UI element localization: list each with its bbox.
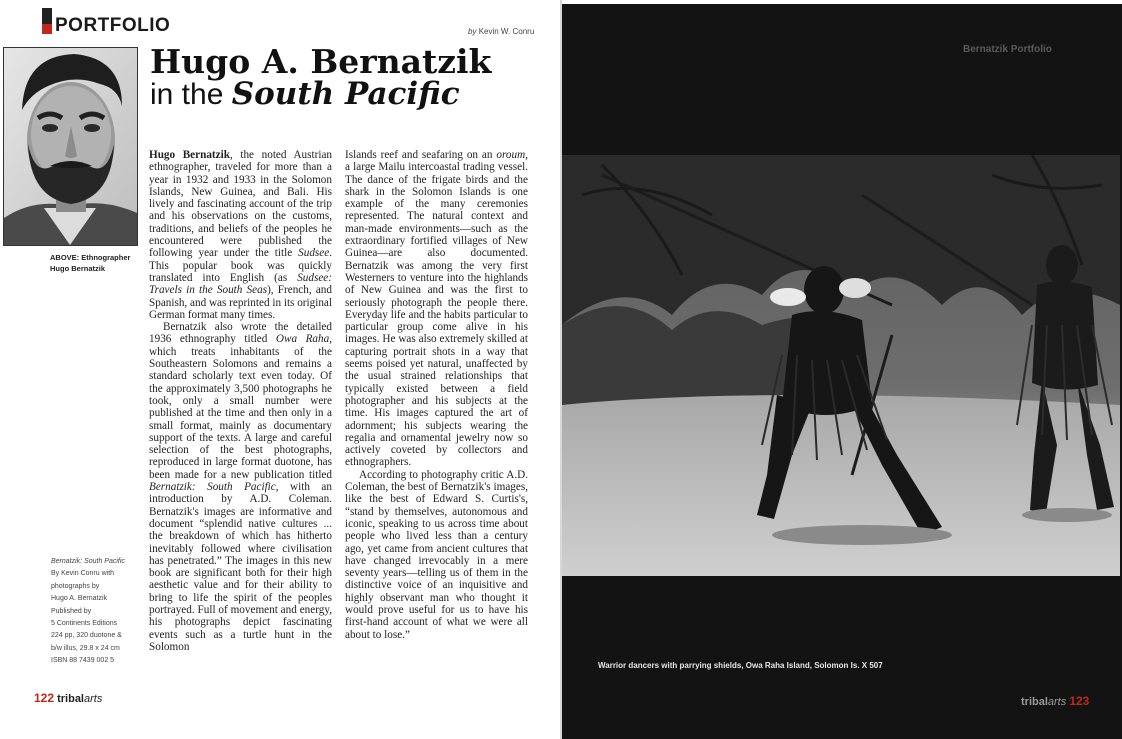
magazine-name: [57, 693, 102, 705]
paragraph: [149, 149, 332, 321]
portrait-caption: [50, 252, 140, 274]
portrait-caption-line2: Hugo Bernatzik: [50, 264, 106, 273]
subtitle-italic: South Pacific: [231, 76, 460, 112]
book-title-italic: Bernatzik: South Pacific: [149, 481, 276, 494]
warrior-dancers-photo: [562, 155, 1120, 576]
section-label: PORTFOLIO: [55, 15, 171, 36]
article-subtitle: [150, 76, 460, 112]
left-page: [0, 0, 560, 739]
book-info: [51, 556, 141, 668]
text-run: , the noted Austrian ethnographer, traveled for more than a year in 1932 and 1933 in the Solomon Islands, New Guinea, and Bali. His lively and fascinating account of the trip and his observations on the customs, traditions, and beliefs of the peoples he encountered were published the following year under the title: [149, 149, 332, 260]
page-number: 123: [1069, 694, 1090, 708]
book-title-italic: Sudsee: [298, 247, 330, 260]
byline: [468, 27, 534, 36]
byline-author: Kevin W. Conru: [478, 27, 535, 36]
portrait-caption-line1: ABOVE: Ethnographer: [50, 253, 131, 262]
book-info-line: photographs by: [51, 582, 100, 590]
byline-by: by: [468, 27, 477, 36]
paragraph: [149, 321, 332, 653]
magazine-name-bold: tribal: [1021, 696, 1048, 708]
page-number: 122: [34, 691, 55, 705]
text-run: which treats inhabitants of the Southeastern Solomons and remains a standard scholarly text even today. Of the approximately 3,500 photographs he took, only a small number were published at the time and then only in a small format, mainly as documentary support of the texts. A large and careful selection of the best photographs, reproduced in large format duotone, has been made for a new publication titled: [149, 345, 332, 481]
book-info-line: 224 pp, 320 duotone &: [51, 632, 122, 640]
text-run: Islands reef and seafaring on an: [345, 149, 497, 161]
term-italic: oroum: [496, 149, 526, 161]
text-run: . This popular book was quickly translated into English (as: [149, 247, 332, 284]
photo-caption: Warrior dancers with parrying shields, Owa Raha Island, Solomon Is. X 507: [598, 661, 883, 670]
text-run: , a large Mailu intercoastal trading vessel. The dance of the frigate birds and the shark in the Solomon Islands is one example of the many ceremonies represented. The natural context and man-made environments—such as the extraordinary fortified villages of New Guinea—are also documented. Bernatzik was among the very first Westerners to venture into the highlands of New Guinea and was the first to seriously photograph the people there. Everyday life and the habits particular to particular group come alive in his images. He was also extremely skilled at capturing portrait shots in a way that seems poised yet natural, unaffected by the usual strained relationships that typically existed between a field photographer and his subjects at the time. His images captured the art of adornment; his subjects wearing the regalia and ornamental jewelry now so actively coveted by collectors and ethnographers.: [345, 149, 528, 469]
paragraph: [345, 149, 528, 469]
text-run: Bernatzik also wrote the detailed 1936 ethnography titled: [149, 321, 332, 346]
magazine-name-bold: tribal: [57, 693, 84, 705]
book-info-line: b/w illus, 29.8 x 24 cm: [51, 644, 120, 652]
book-title-italic: Owa Raha,: [275, 333, 332, 346]
folio-left: [34, 691, 102, 705]
lead-name: Hugo Bernatzik: [149, 149, 230, 161]
paragraph: According to photography critic A.D. Coleman, the best of Bernatzik's images, like the best of Edward S. Curtis's, “stand by themselves, autonomous and iconic, speaking to us across time about people who lived less than a century ago, yet came from ancient cultures that have changed irrevocably in a mere seventy years—telling us of them in the distinctive voice of an inquisitive and highly observant man who thought it would prove useful for us to have his first-hand account of what we were all about to lose.”: [345, 468, 528, 641]
article-title: Hugo A. Bernatzik: [150, 42, 492, 81]
subtitle-prefix: in the: [150, 78, 232, 111]
book-info-line: Hugo A. Bernatzik: [51, 595, 108, 603]
folio-right: [1021, 694, 1089, 708]
body-column-2: [345, 149, 528, 641]
right-page: [562, 4, 1122, 739]
text-run: ), French, and Spanish, and was reprinted in its original German format many times.: [149, 284, 333, 321]
body-column-1: [149, 149, 332, 653]
magazine-name: [1021, 696, 1066, 708]
text-run: , with an introduction by A.D. Coleman. Bernatzik's images are informative and document “splendid native cultures ... the breakdown of which has hitherto inevitably followed where civilisation has penetrated.” The images in this new book are significant both for their high aesthetic value and for their ability to bring to life the spirit of the peoples portrayed. Full of movement and energy, his photographs depict fascinating events such as a turtle hunt in the Solomon: [149, 481, 332, 653]
section-marker-bar: [42, 8, 52, 34]
book-info-line: 5 Continents Editions: [51, 620, 118, 628]
portrait-photo: [3, 47, 138, 246]
book-info-title: Bernatzik: South Pacific: [51, 558, 125, 565]
magazine-name-italic: arts: [84, 693, 103, 705]
book-info-line: Published by: [51, 607, 92, 615]
book-info-line: ISBN 88 7439 002 5: [51, 657, 115, 665]
magazine-name-italic: arts: [1047, 696, 1067, 708]
right-page-header: Bernatzik Portfolio: [963, 44, 1052, 55]
book-info-line: By Kevin Conru with: [51, 570, 115, 578]
book-title-italic: Sudsee: Travels in the South Seas: [149, 271, 332, 297]
